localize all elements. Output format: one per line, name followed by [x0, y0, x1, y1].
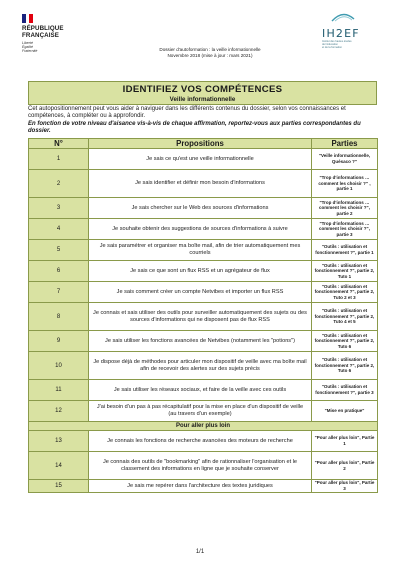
row-proposition: Je sais chercher sur le Web des sources d'informations	[89, 198, 312, 219]
row-proposition: Je sais me repérer dans l'architecture des textes juridiques	[89, 480, 312, 493]
row-partie: "Pour aller plus loin", Partie 3	[312, 480, 378, 493]
rf-name-line-2: FRANÇAISE	[22, 31, 59, 39]
row-proposition: J'ai besoin d'un pas à pas récapitulatif pour la mise en place d'un dispositif de veille (au travers d'un exemple)	[89, 401, 312, 422]
ih2ef-subtitle-line-2: de l'éducation	[322, 43, 338, 46]
table-row	[29, 452, 378, 480]
row-partie: "Trop d'informations … comment les choisir ?", partie 2	[312, 198, 378, 219]
competences-table	[28, 138, 378, 493]
row-proposition: Je sais utiliser les fonctions avancées de Netvibes (notamment les "potions")	[89, 331, 312, 352]
row-partie: "Mise en pratique"	[312, 401, 378, 422]
row-number: 1	[29, 149, 89, 170]
row-number: 4	[29, 219, 89, 240]
row-number: 6	[29, 261, 89, 282]
row-partie: "Outils : utilisation et fonctionnement ?", partie 2, Tuto 6	[312, 352, 378, 380]
flag-red-stripe	[29, 14, 33, 23]
doc-header-line-1: Dossier d'autoformation : la veille informationnelle	[159, 47, 261, 52]
row-number: 7	[29, 282, 89, 303]
page-subtitle: Veille informationnelle	[169, 96, 236, 103]
row-number: 9	[29, 331, 89, 352]
header-num: N°	[29, 139, 89, 149]
page-number: 1/1	[195, 549, 205, 555]
table-row	[29, 170, 378, 198]
table-row	[29, 303, 378, 331]
document-header	[120, 47, 300, 58]
row-number: 15	[29, 480, 89, 493]
doc-header-line-2: Novembre 2018 (mise à jour : mars 2021)	[167, 52, 253, 58]
table-row	[29, 282, 378, 303]
table-row	[29, 240, 378, 261]
row-partie: "Pour aller plus loin", Partie 2	[312, 452, 378, 480]
french-flag-icon	[22, 14, 33, 23]
row-proposition: Je sais utiliser les réseaux sociaux, et faire de la veille avec ces outils	[89, 380, 312, 401]
row-partie: "Outils : utilisation et fonctionnement ?", partie 1	[312, 240, 378, 261]
row-proposition: Je connais et sais utiliser des outils pour surveiller automatiquement des sujets ou des sources d'informations qui ne disposent pas de flux RSS	[89, 303, 312, 331]
row-partie: "Outils : utilisation et fonctionnement ?", partie 2, Tuto 2 et 3	[312, 282, 378, 303]
ih2ef-subtitle-line-3: et de la formation	[322, 46, 343, 49]
row-proposition: Je souhaite obtenir des suggestions de sources d'informations à suivre	[89, 219, 312, 240]
row-proposition: Je sais paramétrer et organiser ma boîte mail, afin de trier automatiquement mes courriels	[89, 240, 312, 261]
table-row	[29, 401, 378, 422]
row-number: 10	[29, 352, 89, 380]
rf-motto-line-1: Liberté	[22, 41, 33, 45]
republique-francaise-logo	[22, 14, 82, 53]
header-parties: Parties	[312, 139, 378, 149]
row-number: 14	[29, 452, 89, 480]
row-number: 11	[29, 380, 89, 401]
title-band	[28, 81, 377, 105]
header-propositions: Propositions	[89, 139, 312, 149]
row-number: 3	[29, 198, 89, 219]
row-partie: "Trop d'informations … comment les choisir ?", partie 3	[312, 219, 378, 240]
table-header-row	[29, 139, 378, 149]
row-partie: "Outils : utilisation et fonctionnement ?", partie 2, Tuto 6	[312, 331, 378, 352]
row-number: 8	[29, 303, 89, 331]
section-label: Pour aller plus loin	[29, 422, 378, 431]
row-partie: "Veille informationnelle, Quésaco ?"	[312, 149, 378, 170]
table-row	[29, 198, 378, 219]
ih2ef-subtitle-line-1: Institut des hautes études	[322, 40, 352, 43]
row-proposition: Je sais comment créer un compte Netvibes et importer un flux RSS	[89, 282, 312, 303]
table-row	[29, 261, 378, 282]
row-proposition: Je sais identifier et définir mon besoin d'informations	[89, 170, 312, 198]
ih2ef-arc-icon	[330, 12, 356, 22]
row-partie: "Outils : utilisation et fonctionnement ?", partie 2, Tuto 1	[312, 261, 378, 282]
section-row	[29, 422, 378, 431]
row-partie: "Pour aller plus loin", Partie 1	[312, 431, 378, 452]
row-partie: "Outils : utilisation et fonctionnement ?", partie 3	[312, 380, 378, 401]
page-title: IDENTIFIEZ VOS COMPÉTENCES	[122, 84, 283, 95]
row-partie: "Outils : utilisation et fonctionnement ?", partie 2, Tuto 4 et 5	[312, 303, 378, 331]
ih2ef-logo	[322, 18, 378, 49]
table-row	[29, 149, 378, 170]
row-partie: "Trop d'informations … comment les choisir ?" , partie 1	[312, 170, 378, 198]
rf-name-line-1: RÉPUBLIQUE	[22, 25, 64, 32]
table-row	[29, 480, 378, 493]
table-row	[29, 219, 378, 240]
table-row	[29, 431, 378, 452]
row-proposition: Je sais ce qu'est une veille informationnelle	[89, 149, 312, 170]
row-proposition: Je connais les fonctions de recherche avancées des moteurs de recherche	[89, 431, 312, 452]
row-number: 5	[29, 240, 89, 261]
table-row	[29, 331, 378, 352]
intro-instruction: En fonction de votre niveau d'aisance vis-à-vis de chaque affirmation, reportez-vous aux parties correspondantes du dossier.	[28, 121, 361, 135]
table-row	[29, 380, 378, 401]
row-number: 12	[29, 401, 89, 422]
rf-motto-line-3: Fraternité	[22, 49, 38, 53]
rf-motto-line-2: Égalité	[22, 45, 33, 49]
rf-motto	[22, 41, 82, 53]
row-number: 13	[29, 431, 89, 452]
intro-paragraph: Cet autopositionnement peut vous aider à naviguer dans les différents contenus du dossier, selon vos connaissances et compétences, à compléter ou à approfondir.	[28, 106, 346, 120]
row-proposition: Je connais des outils de "bookmarking" afin de rationnaliser l'organisation et le classement des informations en ligne que je souhaite conserver	[89, 452, 312, 480]
row-number: 2	[29, 170, 89, 198]
row-proposition: Je sais ce que sont un flux RSS et un agrégateur de flux	[89, 261, 312, 282]
table-row	[29, 352, 378, 380]
ih2ef-wordmark: IH2EF	[322, 27, 360, 40]
row-proposition: Je dispose déjà de méthodes pour articuler mon dispositif de veille avec ma boîte mail afin de recevoir des alertes sur des sujets précis	[89, 352, 312, 380]
